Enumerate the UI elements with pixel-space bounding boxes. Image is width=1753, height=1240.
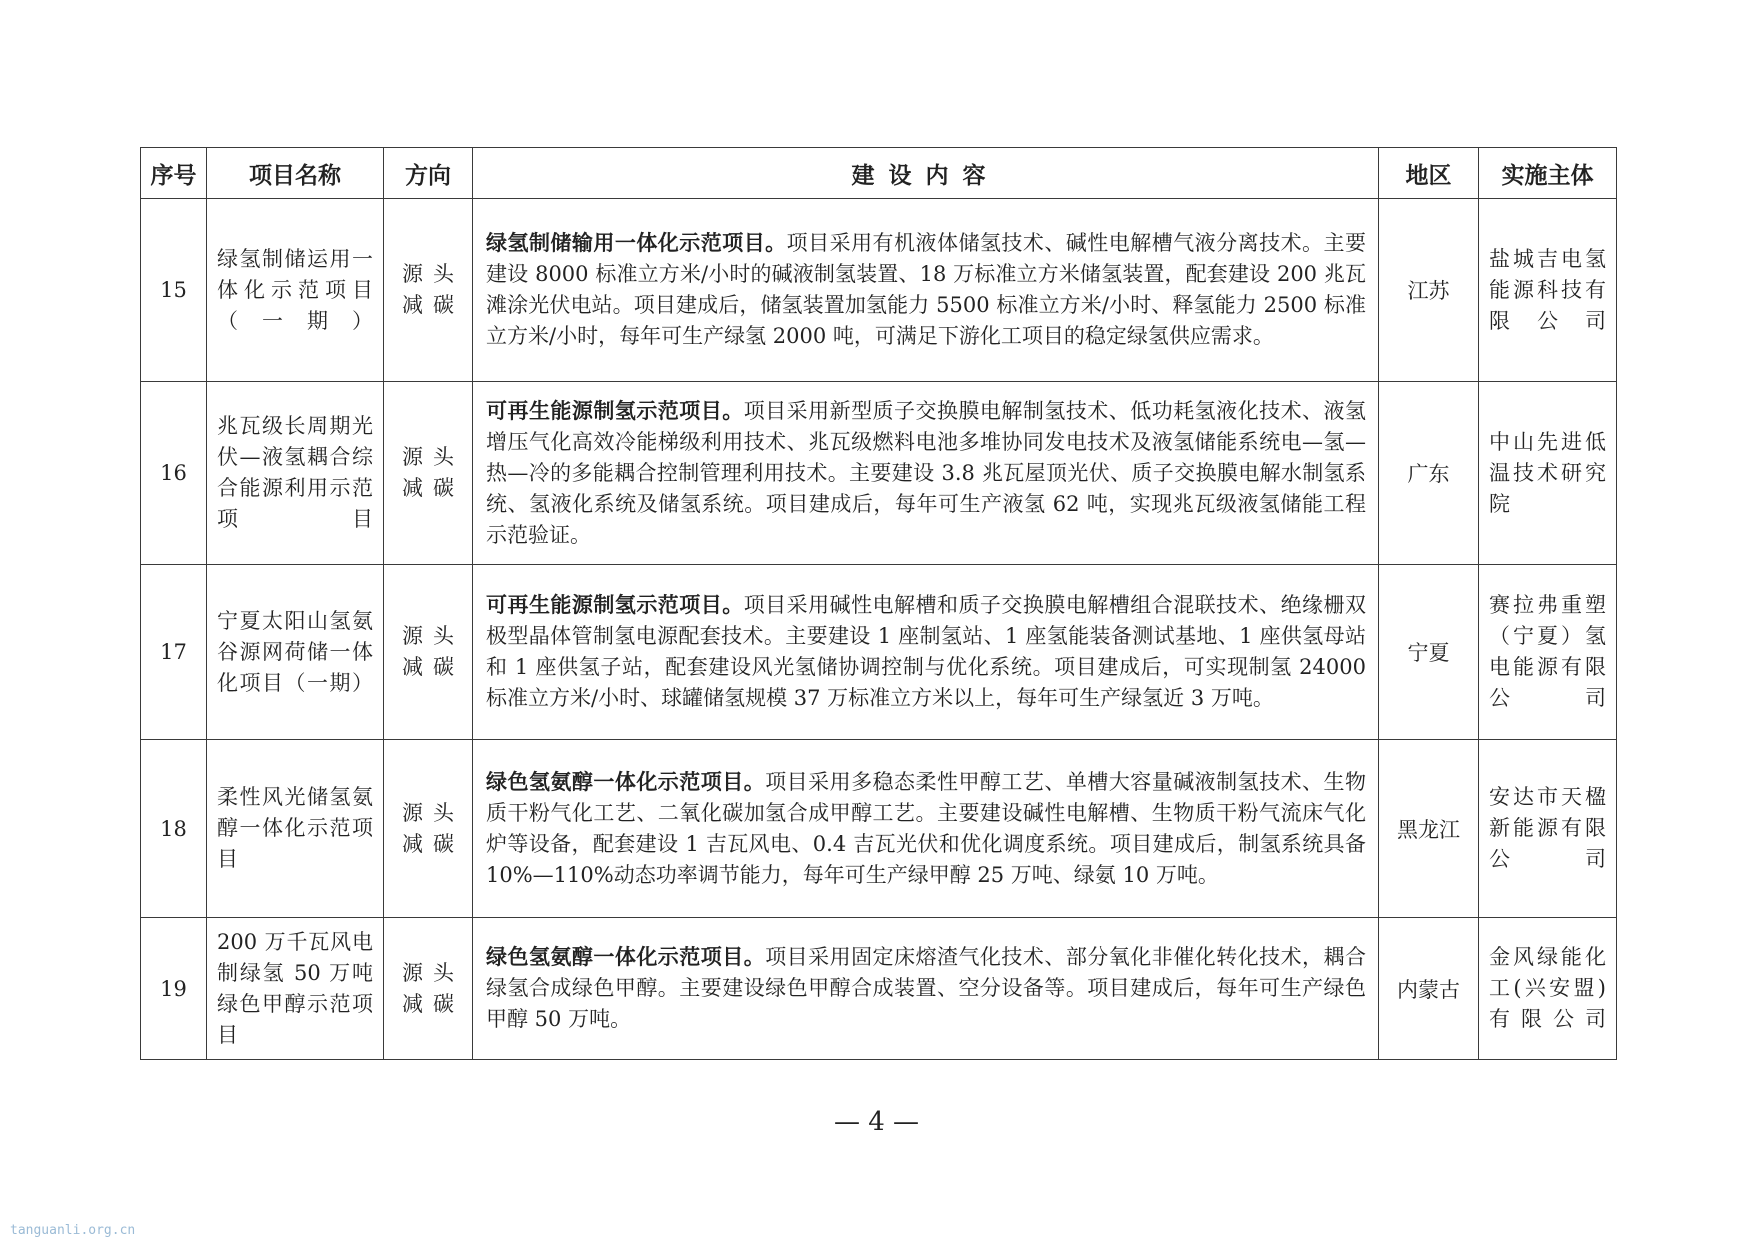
page-number: — 4 — <box>833 1107 920 1137</box>
row-direction: 源头减碳 <box>384 740 473 918</box>
row-region: 江苏 <box>1379 199 1479 382</box>
row-content-lead: 绿氢制储输用一体化示范项目。 <box>486 231 787 255</box>
row-content <box>473 740 1379 918</box>
row-entity: 中山先进低温技术研究院 <box>1479 382 1617 565</box>
table-row <box>141 740 1617 918</box>
project-table <box>140 147 1617 1060</box>
table-row <box>141 565 1617 740</box>
row-direction: 源头减碳 <box>384 382 473 565</box>
row-content-body: 项目采用固定床熔渣气化技术、部分氧化非催化转化技术，耦合绿氢合成绿色甲醇。主要建设绿色甲醇合成装置、空分设备等。项目建成后，每年可生产绿色甲醇 50 万吨。 <box>486 945 1367 1031</box>
row-region: 宁夏 <box>1379 565 1479 740</box>
row-region: 广东 <box>1379 382 1479 565</box>
row-region: 黑龙江 <box>1379 740 1479 918</box>
table-row <box>141 918 1617 1060</box>
row-seq: 17 <box>141 565 207 740</box>
row-content-body: 项目采用有机液体储氢技术、碱性电解槽气液分离技术。主要建设 8000 标准立方米/小时的碱液制氢装置、18 万标准立方米储氢装置，配套建设 200 兆瓦滩涂光伏电站。项目建成后，储氢装置加氢能力 5500 标准立方米/小时、释氢能力 2500 标准立方米/小时，每年可生产绿氢 2000 吨，可满足下游化工项目的稳定绿氢供应需求。 <box>486 231 1367 348</box>
row-entity: 赛拉弗重塑（宁夏）氢电能源有限公司 <box>1479 565 1617 740</box>
row-seq: 16 <box>141 382 207 565</box>
row-project-name: 宁夏太阳山氢氨谷源网荷储一体化项目（一期） <box>207 565 384 740</box>
row-seq: 19 <box>141 918 207 1060</box>
table-row <box>141 382 1617 565</box>
row-seq: 15 <box>141 199 207 382</box>
row-project-name: 柔性风光储氢氨醇一体化示范项目 <box>207 740 384 918</box>
header-region: 地区 <box>1379 148 1479 199</box>
row-direction: 源头减碳 <box>384 199 473 382</box>
row-content-body: 项目采用碱性电解槽和质子交换膜电解槽组合混联技术、绝缘栅双极型晶体管制氢电源配套技术。主要建设 1 座制氢站、1 座氢能装备测试基地、1 座供氢母站和 1 座供氢子站，配套建设风光氢储协调控制与优化系统。项目建成后，可实现制氢 24000 标准立方米/小时、球罐储氢规模 37 万标准立方米以上，每年可生产绿氢近 3 万吨。 <box>486 593 1367 710</box>
row-content <box>473 918 1379 1060</box>
table-header-row <box>141 148 1617 199</box>
header-direction: 方向 <box>384 148 473 199</box>
row-content-lead: 绿色氢氨醇一体化示范项目。 <box>486 769 766 794</box>
table-row <box>141 199 1617 382</box>
row-entity: 盐城吉电氢能源科技有限公司 <box>1479 199 1617 382</box>
row-seq: 18 <box>141 740 207 918</box>
row-entity: 金风绿能化工(兴安盟)有限公司 <box>1479 918 1617 1060</box>
row-content <box>473 199 1379 382</box>
row-content-lead: 绿色氢氨醇一体化示范项目。 <box>486 945 766 969</box>
row-project-name: 绿氢制储运用一体化示范项目（一期） <box>207 199 384 382</box>
row-project-name: 200 万千瓦风电制绿氢 50 万吨绿色甲醇示范项目 <box>207 918 384 1060</box>
row-content-body: 项目采用新型质子交换膜电解制氢技术、低功耗氢液化技术、液氢增压气化高效冷能梯级利用技术、兆瓦级燃料电池多堆协同发电技术及液氢储能系统电—氢—热—冷的多能耦合控制管理利用技术。主要建设 3.8 兆瓦屋顶光伏、质子交换膜电解水制氢系统、氢液化系统及储氢系统。项目建成后，每年可生产液氢 62 吨，实现兆瓦级液氢储能工程示范验证。 <box>486 398 1367 547</box>
header-seq: 序号 <box>141 148 207 199</box>
row-direction: 源头减碳 <box>384 565 473 740</box>
header-name: 项目名称 <box>207 148 384 199</box>
header-content: 建设内容 <box>473 148 1379 199</box>
row-content-lead: 可再生能源制氢示范项目。 <box>486 398 744 423</box>
row-project-name: 兆瓦级长周期光伏—液氢耦合综合能源利用示范项目 <box>207 382 384 565</box>
header-entity: 实施主体 <box>1479 148 1617 199</box>
row-content-lead: 可再生能源制氢示范项目。 <box>486 593 744 617</box>
site-watermark: tanguanli.org.cn <box>10 1223 136 1238</box>
row-content-body: 项目采用多稳态柔性甲醇工艺、单槽大容量碱液制氢技术、生物质干粉气化工艺、二氧化碳加氢合成甲醇工艺。主要建设碱性电解槽、生物质干粉气流床气化炉等设备，配套建设 1 吉瓦风电、0.4 吉瓦光伏和优化调度系统。项目建成后，制氢系统具备 10%—110%动态功率调节能力，每年可生产绿甲醇 25 万吨、绿氨 10 万吨。 <box>486 769 1367 887</box>
row-entity: 安达市天楹新能源有限公司 <box>1479 740 1617 918</box>
row-region: 内蒙古 <box>1379 918 1479 1060</box>
row-direction: 源头减碳 <box>384 918 473 1060</box>
row-content <box>473 565 1379 740</box>
row-content <box>473 382 1379 565</box>
